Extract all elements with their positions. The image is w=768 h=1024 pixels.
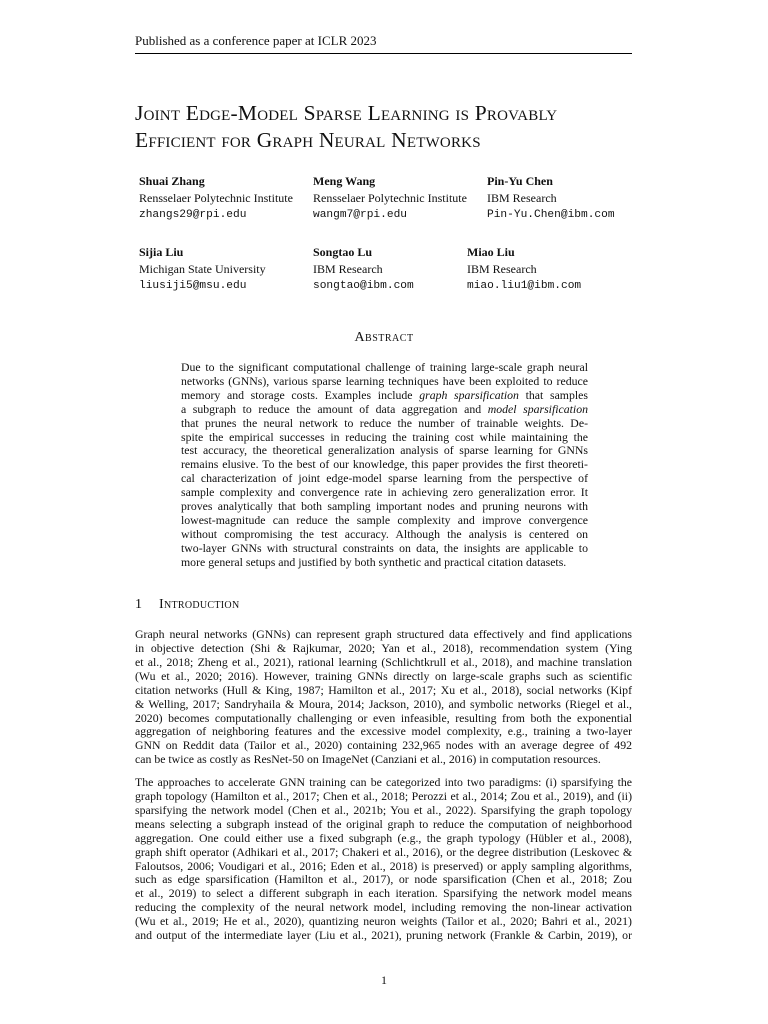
author-block xyxy=(139,244,266,295)
author-email[interactable]: zhangs29@rpi.edu xyxy=(139,209,247,221)
abstract-line: cal characterization of joint edge-model sparse learning from the perspective of xyxy=(181,471,588,486)
text-line: in objective detection (Shi & Rajkumar, 2020; Yan et al., 2018), recommendation system (Ying xyxy=(135,640,632,655)
text-line: 2020) becomes computationally challenging or even infeasible, resulting from both the exponential xyxy=(135,710,632,725)
intro-paragraph-2 xyxy=(135,776,632,943)
abstract-text: a subgraph to reduce the amount of data aggregation and xyxy=(181,401,488,416)
abstract-line: networks (GNNs), various sparse learning techniques have been exploited to reduce xyxy=(181,373,588,388)
text-line: can be twice as costly as ResNet-50 on ImageNet (Canziani et al., 2016) in computation resources. xyxy=(135,752,601,767)
author-name: Songtao Lu xyxy=(313,245,373,259)
abstract-line: remains elusive. To the best of our knowledge, this paper provides the first theoreti- xyxy=(181,457,588,472)
author-block xyxy=(467,244,581,295)
author-email[interactable]: wangm7@rpi.edu xyxy=(313,209,407,221)
author-block xyxy=(139,173,293,224)
abstract-emphasis: model sparsification xyxy=(487,401,589,416)
section-title: Introduction xyxy=(159,597,240,612)
section-heading xyxy=(135,597,239,613)
author-affiliation: IBM Research xyxy=(487,191,557,205)
text-line: such as edge sparsification (Hamilton et al., 2017), or node sparsification (Chen et al., 2018; Zou xyxy=(135,872,632,887)
abstract-line: spite the empirical successes in reducing the training cost while maintaining the xyxy=(181,429,588,444)
author-name: Meng Wang xyxy=(313,174,376,188)
text-line: & Welling, 2017; Sandryhaila & Moura, 2014; Jackson, 2010), and symbolic networks (Riegel et al., xyxy=(135,696,632,711)
page-number: 1 xyxy=(381,973,387,987)
author-email[interactable]: miao.liu1@ibm.com xyxy=(467,280,582,292)
author-email[interactable]: songtao@ibm.com xyxy=(313,280,414,292)
author-block xyxy=(487,173,615,224)
text-line: The approaches to accelerate GNN training can be categorized into two paradigms: (i) sparsifying the xyxy=(135,775,632,789)
author-name: Pin-Yu Chen xyxy=(487,174,553,188)
abstract-body xyxy=(181,361,588,570)
abstract-line: two-layer GNNs with structural constraints on data, the insights are applicable to xyxy=(181,540,588,555)
author-affiliation: IBM Research xyxy=(467,262,537,276)
author-affiliation: IBM Research xyxy=(313,262,383,276)
text-line: and output of the intermediate layer (Liu et al., 2021), pruning network (Frankle & Carbin, 2019), or xyxy=(135,928,632,943)
intro-paragraph-1 xyxy=(135,628,632,767)
author-name: Sijia Liu xyxy=(139,245,184,259)
text-line: graph shift operator (Adhikari et al., 2017; Chakeri et al., 2016), or the degree distribution (Leskovec & xyxy=(135,844,632,859)
author-name: Miao Liu xyxy=(467,245,515,259)
text-line: GNN on Reddit data (Tailor et al., 2020) containing 232,965 nodes with an average degree of 492 xyxy=(135,738,632,753)
abstract-line: that prunes the neural network to reduce the number of trainable weights. De- xyxy=(181,415,588,430)
text-line: graph topology (Hamilton et al., 2017; Chen et al., 2018; Perozzi et al., 2014; Zou et al., 2019), and (ii) xyxy=(135,788,632,803)
abstract-line: proves analytically that both sampling important nodes and pruning neurons with xyxy=(181,499,588,514)
abstract-line: more general setups and justified by both synthetic and practical citation datasets. xyxy=(181,554,567,569)
title-line-1: Joint Edge-Model Sparse Learning is Provably xyxy=(135,101,558,125)
abstract-line xyxy=(181,403,588,417)
author-email[interactable]: Pin-Yu.Chen@ibm.com xyxy=(487,209,615,221)
text-line: (Wu et al., 2019; He et al., 2020), quantizing neuron weights (Tailor et al., 2020; Bahri et al., 2021) xyxy=(135,914,632,929)
section-number: 1 xyxy=(135,597,142,612)
text-line: aggregation. One could either use a fixed subgraph (e.g., the graph typology (Hübler et al., 2008), xyxy=(135,830,632,845)
text-line: et al., 2019) to select a different subgraph in each iteration. Sparsifying the network model means xyxy=(135,886,632,901)
running-header: Published as a conference paper at ICLR 2023 xyxy=(135,33,632,54)
text-line: (Wu et al., 2020; 2016). However, training GNNs directly on large-scale graphs such as scientific xyxy=(135,668,632,683)
author-affiliation: Michigan State University xyxy=(139,262,266,276)
abstract-emphasis: graph sparsification xyxy=(419,387,519,402)
author-affiliation: Rensselaer Polytechnic Institute xyxy=(139,191,293,205)
abstract-heading: Abstract xyxy=(354,330,414,345)
abstract-line: without compromising the test accuracy. Although the analysis is centered on xyxy=(181,526,588,541)
abstract-text: that samples xyxy=(518,387,588,402)
text-line: citation networks (Hull & King, 1987; Hamilton et al., 2017; Xu et al., 2018), social networks (Kipf xyxy=(135,682,632,697)
text-line: sparsifying the network model (Chen et al., 2021b; You et al., 2022). Sparsifying the graph topology xyxy=(135,802,632,817)
text-line: Faloutsos, 2006; Voudigari et al., 2016; Eden et al., 2018) is preserved) or apply sampling algorithms, xyxy=(135,858,632,873)
text-line: et al., 2018; Zheng et al., 2021), rational learning (Schlichtkrull et al., 2018), and machine translation xyxy=(135,654,632,669)
text-line: Graph neural networks (GNNs) can represent graph structured data effectively and find applications xyxy=(135,627,632,641)
author-email[interactable]: liusiji5@msu.edu xyxy=(139,280,247,292)
abstract-line: sample complexity and convergence rate in achieving zero generalization error. It xyxy=(181,485,588,500)
author-block xyxy=(313,244,414,295)
text-line: aggregation of neighboring features and the excessive model complexity, e.g., training a two-layer xyxy=(135,724,632,739)
author-affiliation: Rensselaer Polytechnic Institute xyxy=(313,191,467,205)
abstract-line xyxy=(181,389,588,403)
text-line: means selecting a subgraph instead of the original graph to reduce the computation of neighborhood xyxy=(135,816,632,831)
abstract-line: Due to the significant computational challenge of training large-scale graph neural xyxy=(181,360,588,374)
author-name: Shuai Zhang xyxy=(139,174,205,188)
title-line-2: Efficient for Graph Neural Networks xyxy=(135,128,481,152)
abstract-line: lowest-magnitude can reduce the sample complexity and improve convergence xyxy=(181,512,588,527)
paper-title xyxy=(135,100,655,154)
text-line: reducing the complexity of the neural network model, including removing the non-linear activation xyxy=(135,900,632,915)
abstract-text: memory and storage costs. Examples include xyxy=(181,387,420,402)
author-block xyxy=(313,173,467,224)
abstract-line: test accuracy, the theoretical generalization analysis of sparse learning for GNNs xyxy=(181,443,588,458)
